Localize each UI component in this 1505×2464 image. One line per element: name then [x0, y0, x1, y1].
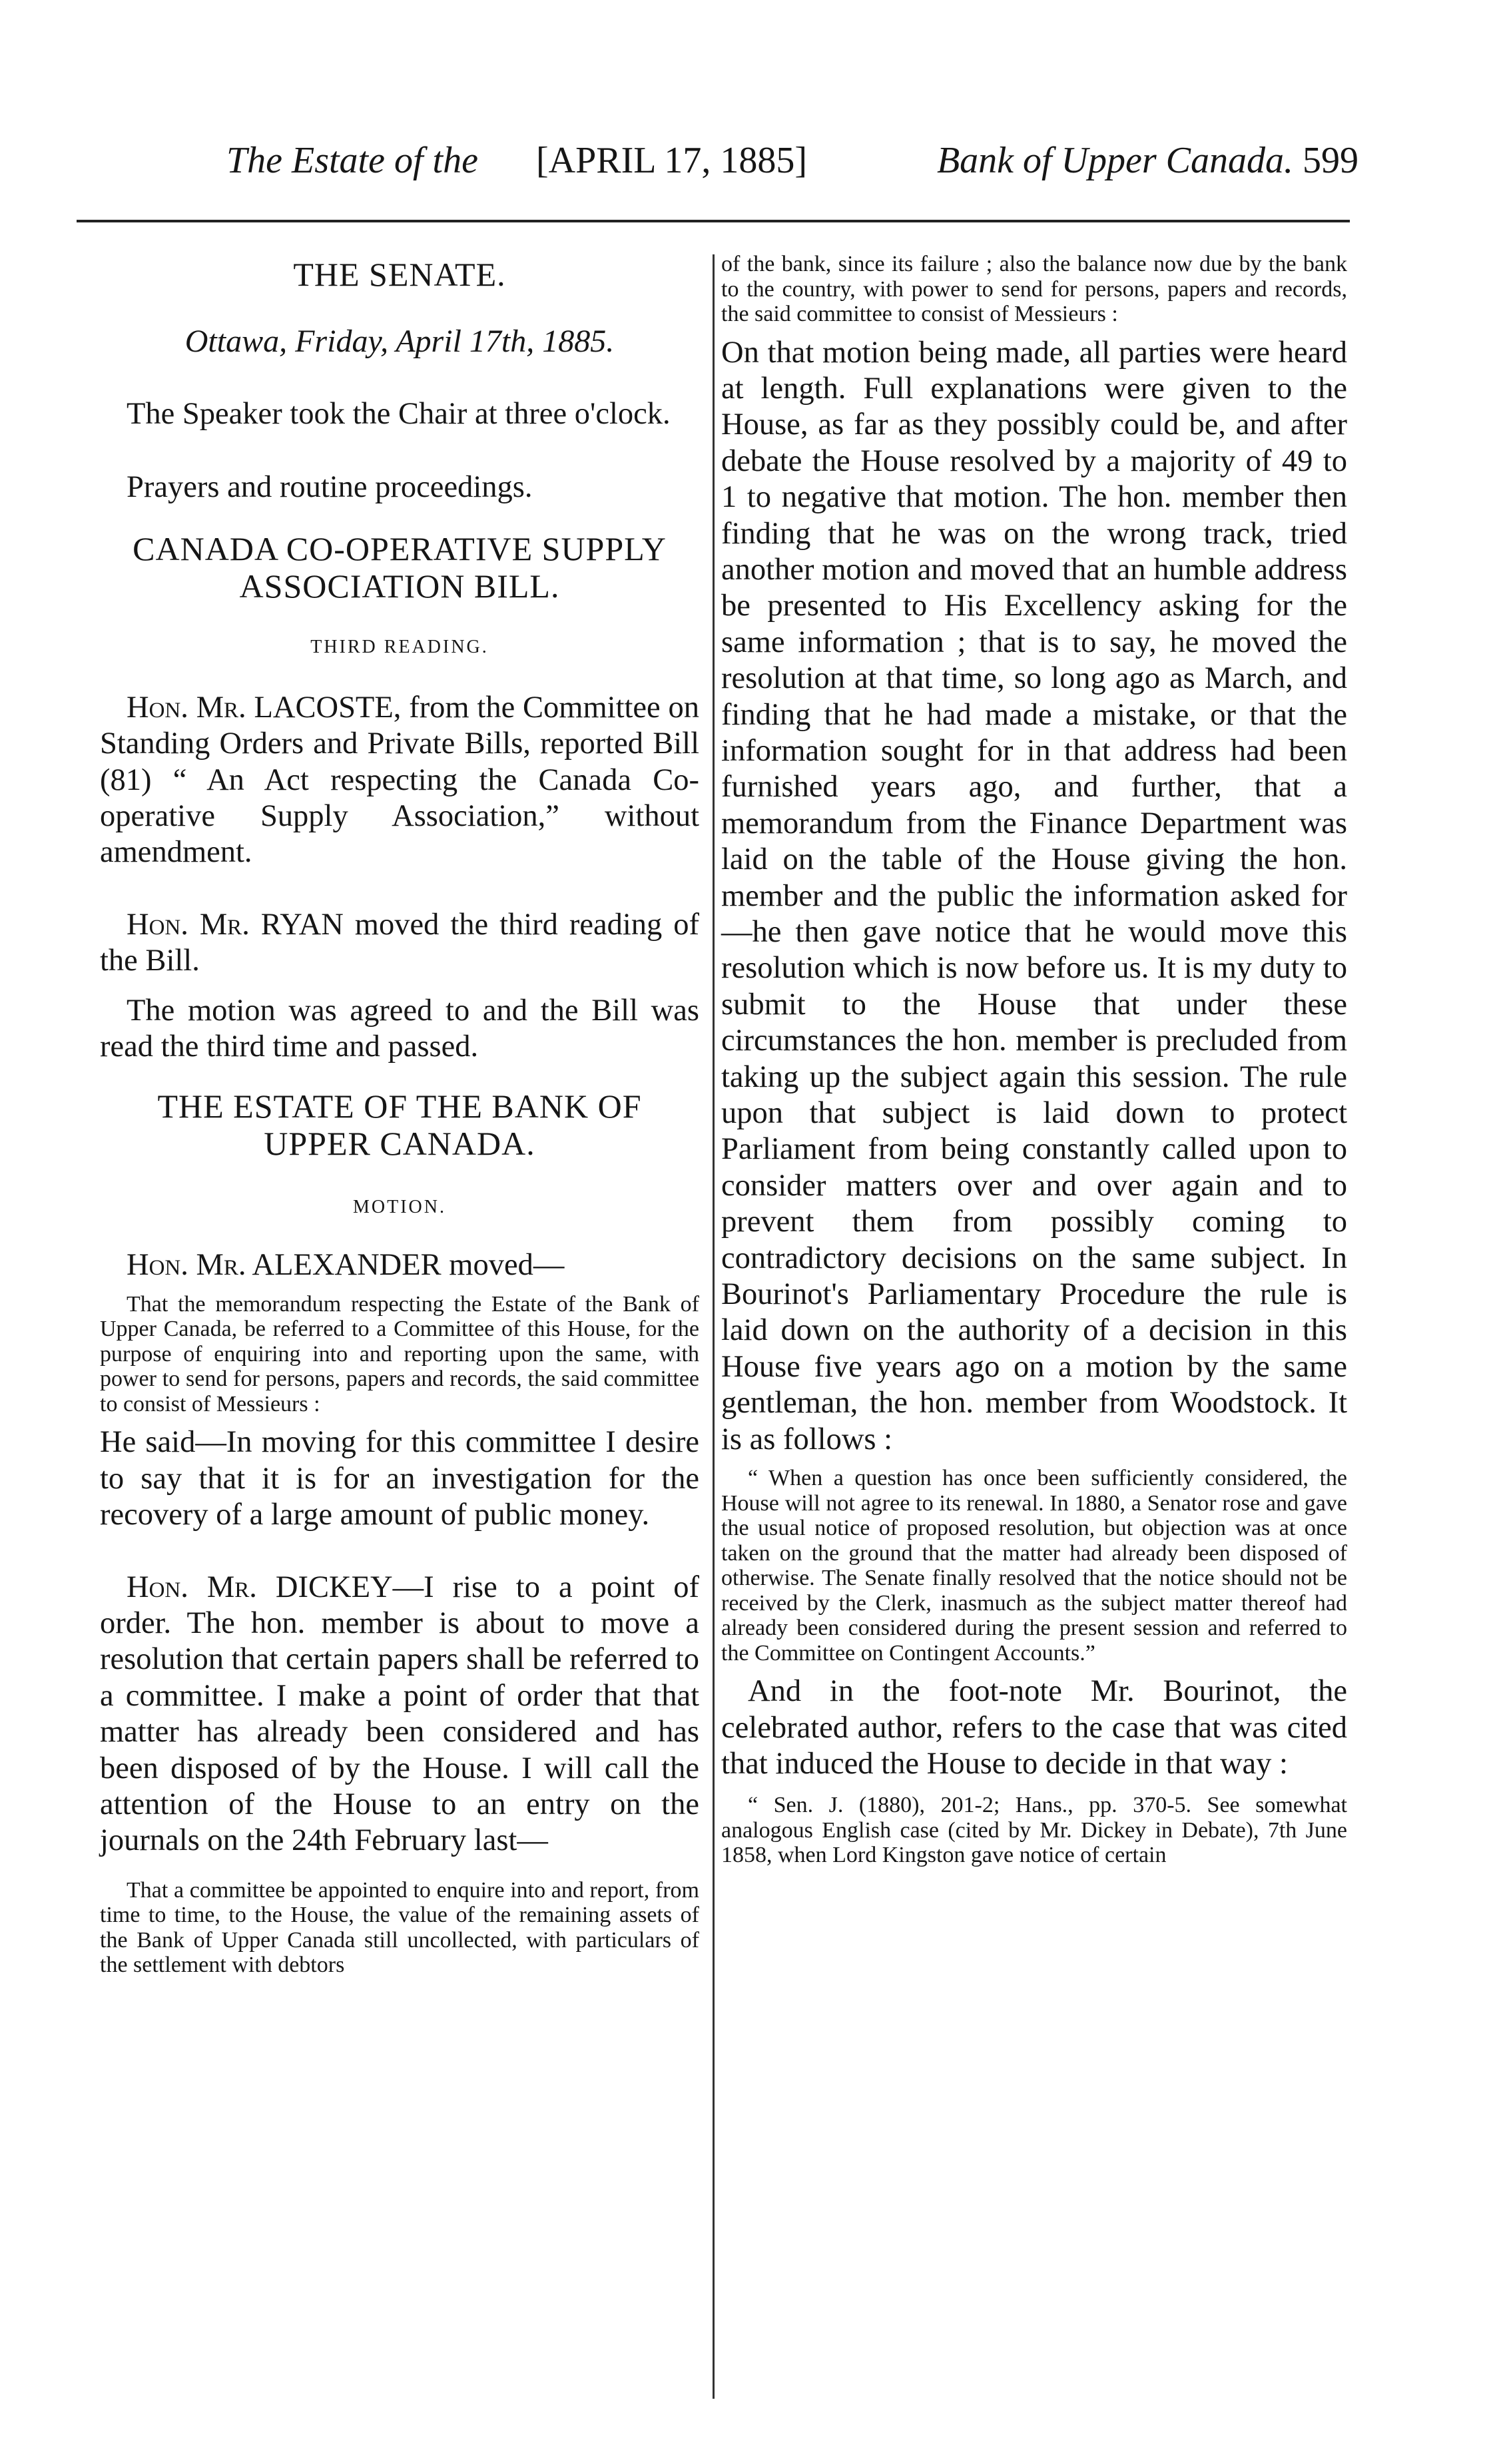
header-date: [APRIL 17, 1885]	[536, 140, 808, 181]
dickey-text: —I rise to a point of order. The hon. member is about to move a resolution that certain papers shall be referred to a committee. I make a point of order that that matter has already been considered and has been disposed of by the House. I will call the attention of the House to an entry on the journals on the 24th February last—	[100, 1570, 700, 1858]
left-column	[100, 252, 699, 1978]
speaker-name-dickey: Hon. Mr. DICKEY	[127, 1570, 393, 1604]
dateline: Ottawa, Friday, April 17th, 1885.	[184, 324, 615, 359]
speaker-name-alexander: Hon. Mr. ALEXANDER	[127, 1248, 442, 1283]
running-header	[226, 131, 1358, 190]
paragraph-speaker: The Speaker took the Chair at three o'clock.	[127, 397, 671, 431]
header-rule	[77, 220, 1350, 222]
paragraph-lacoste	[100, 690, 699, 871]
quote-committee-resolution: That a committee be appointed to enquire into and report, from time to time, to the House, the value of the remaining assets of the Bank of Upper Canada still uncollected, with particulars of the settlement with debtors	[100, 1877, 699, 1978]
quote-bourinot-rule: “ When a question has once been sufficiently considered, the House will not agree to its renewal. In 1880, a Senator rose and gave the usual notice of proposed resolution, but objection was at once taken on the ground that the matter had already been disposed of otherwise. The Senate finally resolved that the notice should not be received by the Clerk, inasmuch as the subject matter thereof had already been considered during the present session and referred to the Committee on Contingent Accounts.”	[721, 1466, 1347, 1666]
senate-heading: THE SENATE.	[293, 256, 506, 293]
paragraph-ryan	[100, 907, 699, 980]
speaker-name-lacoste: Hon. Mr. LACOSTE,	[127, 690, 402, 725]
paragraph-motion-agreed: The motion was agreed to and the Bill was read the third time and passed.	[100, 993, 699, 1064]
paragraph-dickey	[100, 1570, 699, 1859]
motion-text: That the memorandum respecting the Estate of the Bank of Upper Canada, be referred to a Committee of this House, for the purpose of enquiring into and reporting upon the same, with power to send for persons, papers and records, the said committee to consist of Messieurs :	[100, 1291, 699, 1416]
paragraph-prayers: Prayers and routine proceedings.	[127, 470, 533, 505]
section-title-bank-estate: THE ESTATE OF THE BANK OF UPPER CANADA.	[157, 1087, 642, 1163]
alexander-text: moved—	[449, 1248, 565, 1283]
right-column	[721, 252, 1347, 1868]
section-subtitle-third-reading: THIRD READING.	[310, 636, 489, 657]
header-left-title: The Estate of the	[226, 140, 478, 181]
lacoste-text: from the Committee on Standing Orders and Private Bills, reported Bill (81) “ An Act respecting the Canada Co-operative Supply Association,” without amendment.	[100, 690, 699, 870]
paragraph-on-that-motion: On that motion being made, all parties were heard at length. Full explanations were given to the House, as far as they possibly could be, and after debate the House resolved by a majority of 49 to 1 to negative that motion. The hon. member then finding that he was on the wrong track, tried another motion and moved that an humble address be presented to His Excellency asking for the same information ; that is to say, he moved the resolution at that time, so long ago as March, and finding that he had made a mistake, or that the information sought for in that address had been furnished years ago, and further, that a memorandum from the Finance Department was laid on the table of the House giving the hon. member and the public the information asked for—he then gave notice that he would move this resolution which is now before us. It is my duty to submit to the House that under these circumstances the hon. member is precluded from taking up the subject again this session. The rule upon that subject is laid down to protect Parliament from being constantly called upon to consider matters over and over again and to prevent them from possibly coming to contradictory decisions on the same subject. In Bourinot's Parliamentary Procedure the rule is laid down on the authority of a decision in this House five years ago on a motion by the same gentleman, the hon. member from Woodstock. It is as follows :	[721, 335, 1347, 1456]
page-number: 599	[1303, 140, 1358, 181]
paragraph-he-said: He said—In moving for this committee I desire to say that it is for an investigation for the recovery of a large amount of public money.	[100, 1425, 699, 1532]
quote-senate-journals: “ Sen. J. (1880), 201-2; Hans., pp. 370-5. See somewhat analogous English case (cited by Mr. Dickey in Debate), 7th June 1858, when Lord Kingston gave notice of certain	[721, 1793, 1347, 1868]
quote-continued: of the bank, since its failure ; also the balance now due by the bank to the country, with power to send for persons, papers and records, the said committee to consist of Messieurs :	[721, 252, 1347, 326]
paragraph-footnote: And in the foot-note Mr. Bourinot, the celebrated author, refers to the case that was cited that induced the House to decide in that way :	[721, 1674, 1347, 1781]
section-title-coop-bill: CANADA CO-OPERATIVE SUPPLY ASSOCIATION BILL.	[133, 529, 667, 605]
ryan-text: moved the third reading of the Bill.	[100, 907, 700, 978]
paragraph-alexander	[100, 1247, 699, 1283]
header-right	[937, 131, 1358, 190]
section-subtitle-motion: MOTION.	[353, 1197, 446, 1218]
header-right-title: Bank of Upper Canada.	[936, 140, 1293, 181]
column-divider	[713, 254, 715, 2399]
speaker-name-ryan: Hon. Mr. RYAN	[127, 907, 344, 942]
